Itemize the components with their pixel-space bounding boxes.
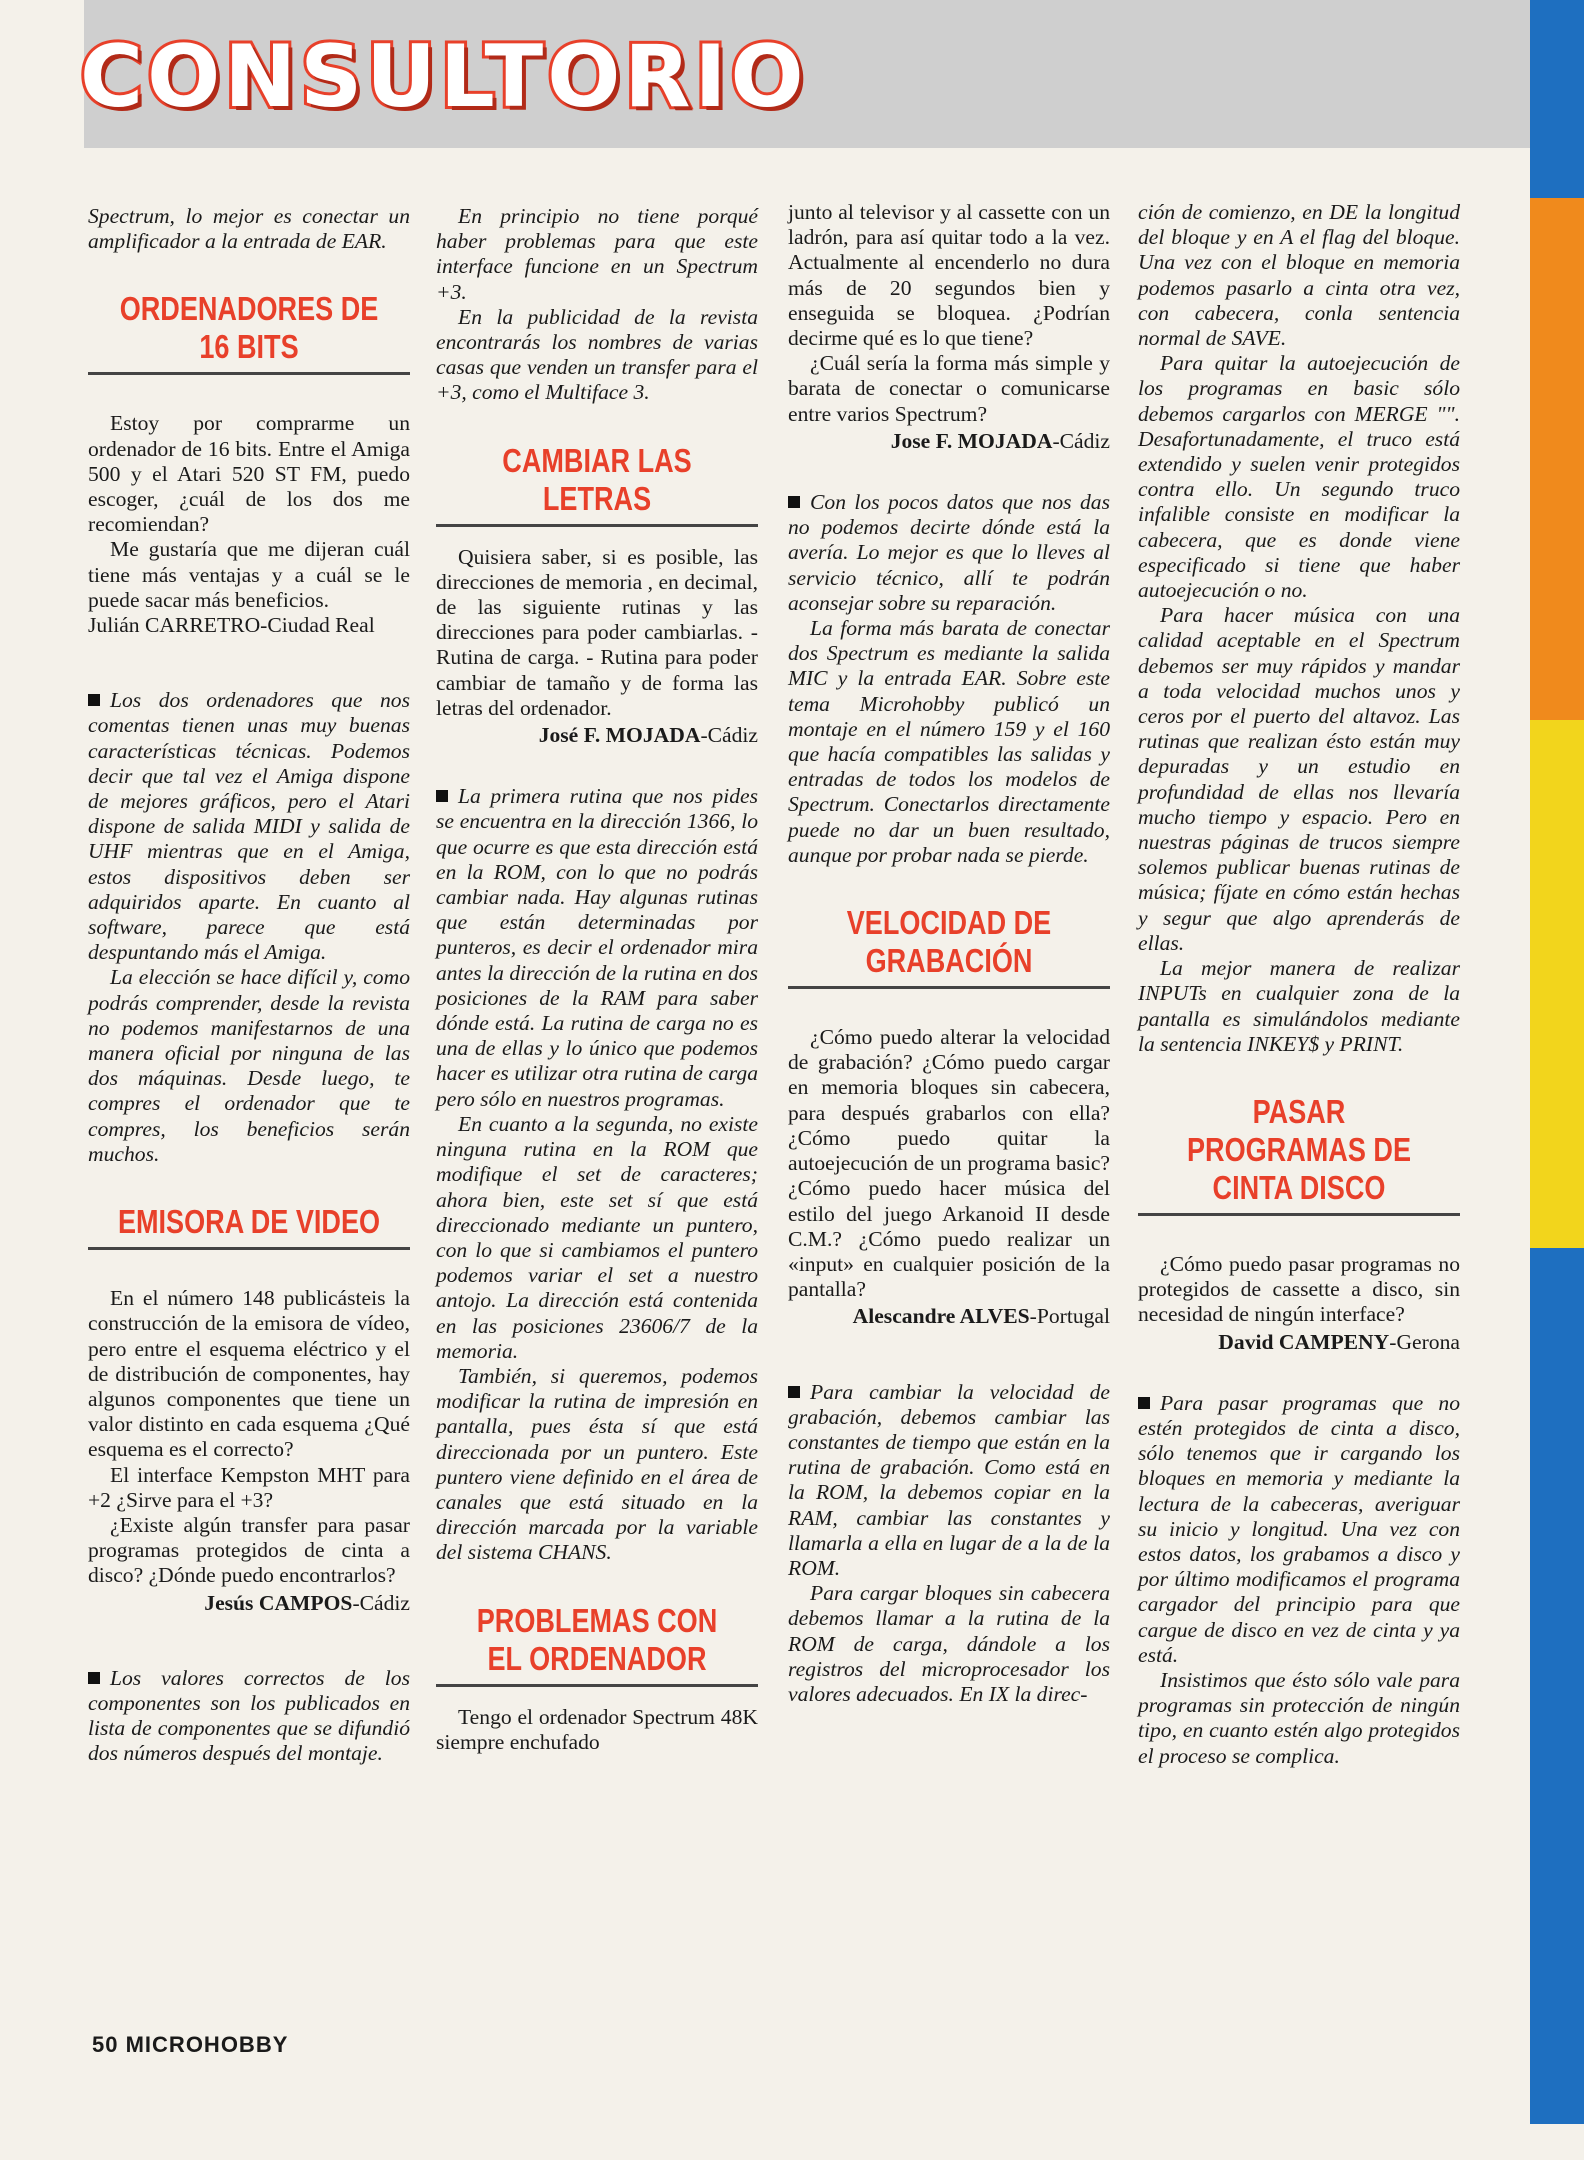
answer-text: Insistimos que ésto sólo vale para programas sin protección de ningún tipo, en cuanto estén algo protegidos el proceso se complica. — [1138, 1667, 1460, 1768]
answer-text: Con los pocos datos que nos das no podemos decirte dónde está la avería. Lo mejor es que lo lleves al servicio técnico, allí te podrán aconsejar sobre su reparación. — [788, 490, 1110, 615]
question-text: ¿Cuál sería la forma más simple y barata de conectar o comunicarse entre varios Spectrum? — [788, 351, 1110, 426]
question-text: Me gustaría que me dijeran cuál tiene más ventajas y a cuál se le puede sacar más beneficios. — [88, 537, 410, 612]
answer-block — [788, 1380, 1110, 1708]
section-heading-velocidad: VELOCIDAD DE GRABACIÓN — [846, 904, 1052, 980]
answer-text: Para cargar bloques sin cabecera debemos llamar a la rutina de la ROM de carga, dándole a los registros del microprocesador los valores adecuados. En IX la direc- — [788, 1581, 1110, 1706]
reader-signature: Alescandre ALVES-Portugal — [852, 1304, 1110, 1329]
answer-text: La mejor manera de realizar INPUTs en cualquier zona de la pantalla es simulándolos mediante la sentencia INKEY$ y PRINT. — [1138, 956, 1460, 1056]
answer-bullet-icon — [88, 694, 100, 706]
answer-text: Para pasar programas que no estén protegidos de cinta a disco, sólo tenemos que ir cargando los bloques en memoria y mediante la lectura de la cabeceras, averiguar su inicio y longitud. Una vez con estos datos, los grabamos a disco y por último modificamos el programa cargador del principio para que cargue de disco en vez de cinta y ya está. — [1138, 1390, 1460, 1667]
answer-text: Para quitar la autoejecución de los programas en basic sólo debemos cargarlos con MERGE "". Desafortunadamente, el truco está extendido y suelen venir protegidos contra ello. Un segundo truco infalible consiste en modificar la cabecera, que es donde viene especificado si tiene que haber autoejecución o no. — [1138, 351, 1460, 603]
answer-bullet-icon — [1138, 1397, 1150, 1409]
section-heading-problemas: PROBLEMAS CON EL ORDENADOR — [476, 1601, 718, 1677]
masthead-title: CONSULTORIO — [80, 27, 808, 127]
answer-text: Para hacer música con una calidad aceptable en el Spectrum debemos ser muy rápidos y mandar a toda velocidad muchos unos y ceros por el puerto del altavoz. Las rutinas que realizan ésto están muy depuradas y un estudio en profundidad de ellas nos llevaría mucho tiempo y espacio. Pero en nuestras páginas de trucos siempre solemos publicar buenas rutinas de música; fíjate en cómo están hechas y segur que algo aprenderás de ellas. — [1138, 603, 1460, 955]
answer-text: Spectrum, lo mejor es conectar un amplificador a la entrada de EAR. — [88, 204, 410, 254]
question-text: Tengo el ordenador Spectrum 48K siempre enchufado — [436, 1704, 758, 1754]
page-number: 50 — [92, 2032, 119, 2057]
column-3 — [788, 200, 1110, 1707]
answer-bullet-icon — [436, 790, 448, 802]
question-text: Quisiera saber, si es posible, las direcciones de memoria , en decimal, de las siguiente rutinas y las direcciones para poder cambiarlas. - Rutina de carga. - Rutina para poder cambiar de tamaño y de forma las letras del ordenador. — [436, 544, 758, 720]
question-text: junto al televisor y al cassette con un ladrón, para así quitar todo a la vez. Actualmente al encenderlo no dura más de 20 segundos bien y enseguida se bloquea. ¿Podrían decirme qué es lo que tiene? — [788, 200, 1110, 351]
answer-block — [1138, 200, 1460, 1057]
section-heading-pasar-programas: PASAR PROGRAMAS DE CINTA DISCO — [1186, 1092, 1412, 1206]
section-heading-16-bits: ORDENADORES DE 16 BITS — [119, 290, 379, 366]
column-2 — [436, 204, 758, 1755]
answer-bullet-icon — [88, 1672, 100, 1684]
answer-bullet-icon — [788, 496, 800, 508]
magazine-name: MICROHOBBY — [125, 2032, 289, 2057]
answer-text: En la publicidad de la revista encontrarás los nombres de varias casas que venden un transfer para el +3, como el Multiface 3. — [436, 304, 758, 405]
answer-text: También, si queremos, podemos modificar la rutina de impresión en pantalla, pues ésta sí que está direccionada por un puntero. Este puntero viene definido en el área de canales que está situado en la dirección marcada por la variable del sistema CHANS. — [436, 1363, 758, 1565]
answer-text: Para cambiar la velocidad de grabación, debemos cambiar las constantes de tiempo que están en la rutina de grabación. Como está en la ROM, la debemos copiar en la RAM, cambiar las constantes y llamarla a ella en lugar de a la de la ROM. — [788, 1379, 1110, 1580]
color-strip-blue-top — [1530, 0, 1584, 198]
question-text: Estoy por comprarme un ordenador de 16 bits. Entre el Amiga 500 y el Atari 520 ST FM, puedo escoger, ¿cuál de los dos me recomiendan? — [88, 411, 410, 537]
answer-text: La elección se hace difícil y, como podrás comprender, desde la revista no podemos manifestarnos de una manera oficial por ninguna de las dos máquinas. Desde luego, te compres el ordenador que te compres, los beneficios serán muchos. — [88, 965, 410, 1166]
question-text: ¿Cómo puedo pasar programas no protegidos de cassette a disco, sin necesidad de ningún interface? — [1138, 1251, 1460, 1327]
column-4 — [1138, 200, 1460, 1769]
answer-block — [88, 204, 410, 254]
reader-signature: José F. MOJADA-Cádiz — [538, 723, 758, 748]
reader-signature: Jose F. MOJADA-Cádiz — [890, 428, 1110, 453]
color-strip-yellow — [1530, 720, 1584, 1248]
answer-text: La forma más barata de conectar dos Spectrum es mediante la salida MIC y la entrada EAR. Sobre este tema Microhobby publicó un montaje en el número 159 y el 160 que hacía compatibles las salidas y entradas de todos los modelos de Spectrum. Conectarlos directamente puede no dar un buen resultado, aunque por probar nada se pierde. — [788, 616, 1110, 867]
question-text: En el número 148 publicásteis la construcción de la emisora de vídeo, pero entre el esquema eléctrico y el de distribución de componentes, hay algunos componentes que tiene un valor distinto en cada esquema ¿Qué esquema es el correcto? — [88, 1286, 410, 1462]
answer-block — [436, 784, 758, 1565]
reader-signature: Julián CARRETRO-Ciudad Real — [88, 613, 375, 638]
page-footer — [92, 2032, 288, 2058]
answer-block — [1138, 1391, 1460, 1769]
color-strip-blue-bottom — [1530, 1248, 1584, 2124]
color-strip-orange — [1530, 198, 1584, 720]
answer-text: ción de comienzo, en DE la longitud del bloque y en A el flag del bloque. Una vez con el bloque en memoria podemos pasarlo a cinta otra vez, con cabecera, conla sentencia normal de SAVE. — [1138, 200, 1460, 351]
answer-text: Los dos ordenadores que nos comentas tienen unas muy buenas características técnicas. Podemos decir que tal vez el Amiga dispone de mejores gráficos, pero el Atari dispone de salida MIDI y salida de UHF mientras que en el Amiga, estos dispositivos deben ser adquiridos aparte. En cuanto al software, parece que está despuntando más el Amiga. — [88, 688, 410, 965]
answer-block — [88, 1666, 410, 1767]
answer-text: Los valores correctos de los componentes son los publicados en lista de componentes que se difundió dos números después del montaje. — [88, 1665, 410, 1766]
answer-text: La primera rutina que nos pides se encuentra en la dirección 1366, lo que ocurre es que esta dirección está en la ROM, con lo que no podrás cambiar nada. Hay algunas rutinas que están determinadas por punteros, es decir el ordenador mira antes la dirección de la rutina en dos posiciones de la RAM para saber dónde está. La rutina de carga no es una de ellas y lo único que podemos hacer es utilizar otra rutina de carga pero sólo en nuestros programas. — [436, 784, 758, 1111]
answer-bullet-icon — [788, 1386, 800, 1398]
question-text: ¿Cómo puedo alterar la velocidad de grabación? ¿Cómo puedo cargar en memoria bloques sin cabecera, para después grabarlos con ella? ¿Cómo puedo quitar la autoejecución de un programa basic? ¿Cómo puedo hacer música del estilo del juego Arkanoid II desde C.M.? ¿Cómo puedo realizar un «input» en cualquier posición de la pantalla? — [788, 1025, 1110, 1302]
question-text: ¿Existe algún transfer para pasar programas protegidos de cinta a disco? ¿Dónde puedo encontrarlos? — [88, 1512, 410, 1588]
answer-block — [436, 204, 758, 406]
reader-signature: David CAMPENY-Gerona — [1218, 1329, 1460, 1354]
column-1 — [88, 204, 410, 1767]
reader-signature: Jesús CAMPOS-Cádiz — [204, 1590, 410, 1615]
question-text: El interface Kempston MHT para +2 ¿Sirve para el +3? — [88, 1462, 410, 1512]
section-heading-letras: CAMBIAR LAS LETRAS — [502, 441, 692, 517]
answer-block — [788, 490, 1110, 868]
answer-text: En cuanto a la segunda, no existe ninguna rutina en la ROM que modifique el set de caracteres; ahora bien, este set sí que está direccionado mediante un puntero, con lo que si cambiamos el puntero podemos variar el set a nuestro antojo. La dirección está contenida en las posiciones 23606/7 de la memoria. — [436, 1111, 758, 1363]
answer-text: En principio no tiene porqué haber problemas para que este interface funcione en un Spectrum +3. — [436, 204, 758, 304]
answer-block — [88, 688, 410, 1167]
section-heading-emisora: EMISORA DE VIDEO — [117, 1203, 381, 1241]
